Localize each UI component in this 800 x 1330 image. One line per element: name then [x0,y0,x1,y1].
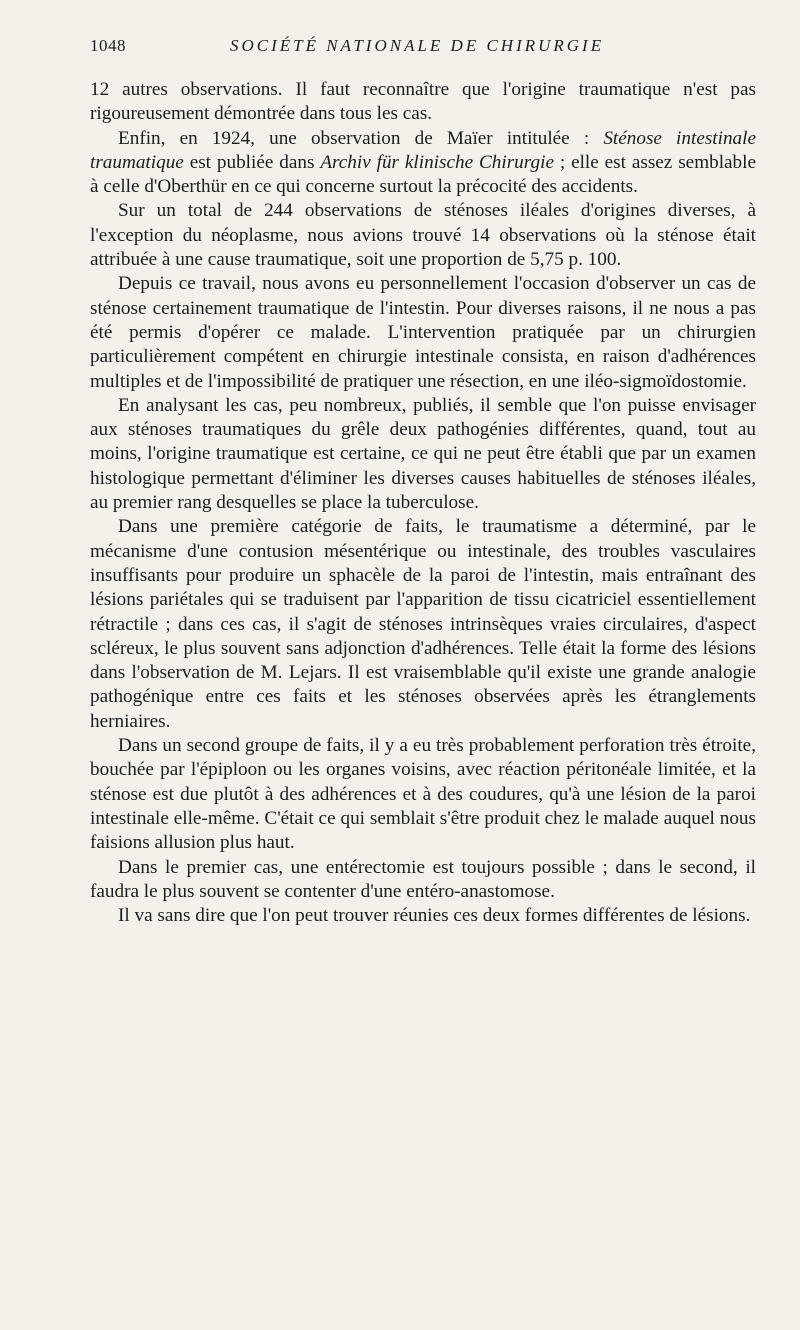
paragraph-2 [90,127,756,200]
paragraph-2-text-b: est publiée dans [183,151,321,173]
page-number: 1048 [90,36,126,55]
journal-title: SOCIÉTÉ NATIONALE DE CHIRURGIE [230,36,605,55]
paragraph-2-text-c: ; elle est assez semblable à celle d'Oberthür en ce qui concerne surtout la précocité des accidents. [90,151,756,198]
paragraph-7: Dans un second groupe de faits, il y a eu très probablement perforation très étroite, bouchée par l'épiploon ou les organes voisins, avec réaction péritonéale limitée, et la sténose est due plutôt à des adhérences et à des coudures, qu'à une lésion de la paroi intestinale elle-même. C'était ce qui semblait s'être produit chez le malade auquel nous faisions allusion plus haut. [90,735,756,854]
paragraph-2-text-a: Enfin, en 1924, une observation de Maïer intitulée : [118,127,604,149]
paragraph-4: Depuis ce travail, nous avons eu personnellement l'occasion d'observer un cas de sténose certainement traumatique de l'intestin. Pour diverses raisons, il ne nous a pas été permis d'opérer ce malade. L'intervention pratiquée par un chirurgien particulièrement compétent en chirurgie intestinale consista, en raison d'adhérences multiples et de l'impossibilité de pratiquer une résection, en une iléo-sigmoïdostomie. [90,273,756,392]
paragraph-9: Il va sans dire que l'on peut trouver réunies ces deux formes différentes de lésions. [118,905,751,927]
paragraph-6: Dans une première catégorie de faits, le traumatisme a déterminé, par le mécanisme d'une contusion mésentérique ou intestinale, des troubles vasculaires insuffisants pour produire un sphacèle de la paroi de l'intestin, mais entraînant des lésions pariétales qui se traduisent par l'apparition de tissu cicatriciel essentiellement rétractile ; dans ces cas, il s'agit de sténoses intrinsèques vraies circulaires, d'aspect scléreux, le plus souvent sans adjonction d'adhérences. Telle était la forme des lésions dans l'observation de M. Lejars. Il est vraisemblable qu'il existe une grande analogie pathogénique entre ces faits et les sténoses observées après les étranglements herniaires. [90,516,756,732]
paragraph-8: Dans le premier cas, une entérectomie est toujours possible ; dans le second, il faudra le plus souvent se contenter d'une entéro-anastomose. [90,856,756,902]
running-header [90,36,760,60]
paragraph-1: 12 autres observations. Il faut reconnaître que l'origine traumatique n'est pas rigoureusement démontrée dans tous les cas. [90,79,756,125]
body-text [90,78,756,928]
paragraph-5: En analysant les cas, peu nombreux, publiés, il semble que l'on puisse envisager aux sténoses traumatiques du grêle deux pathogénies différentes, quand, tout au moins, l'origine traumatique est certaine, ce qui ne peut être établi que par un examen histologique permettant d'éliminer les diverses causes habituelles de sténoses iléales, au premier rang desquelles se place la tuberculose. [90,394,756,514]
cited-title-maier: Sténose intestinale traumatique [90,127,756,173]
cited-journal-title: Archiv für klinische Chirurgie [320,151,554,173]
paragraph-3: Sur un total de 244 observations de sténoses iléales d'origines diverses, à l'exception du néoplasme, nous avions trouvé 14 observations où la sténose était attribuée à une cause traumatique, soit une proportion de 5,75 p. 100. [90,200,756,271]
